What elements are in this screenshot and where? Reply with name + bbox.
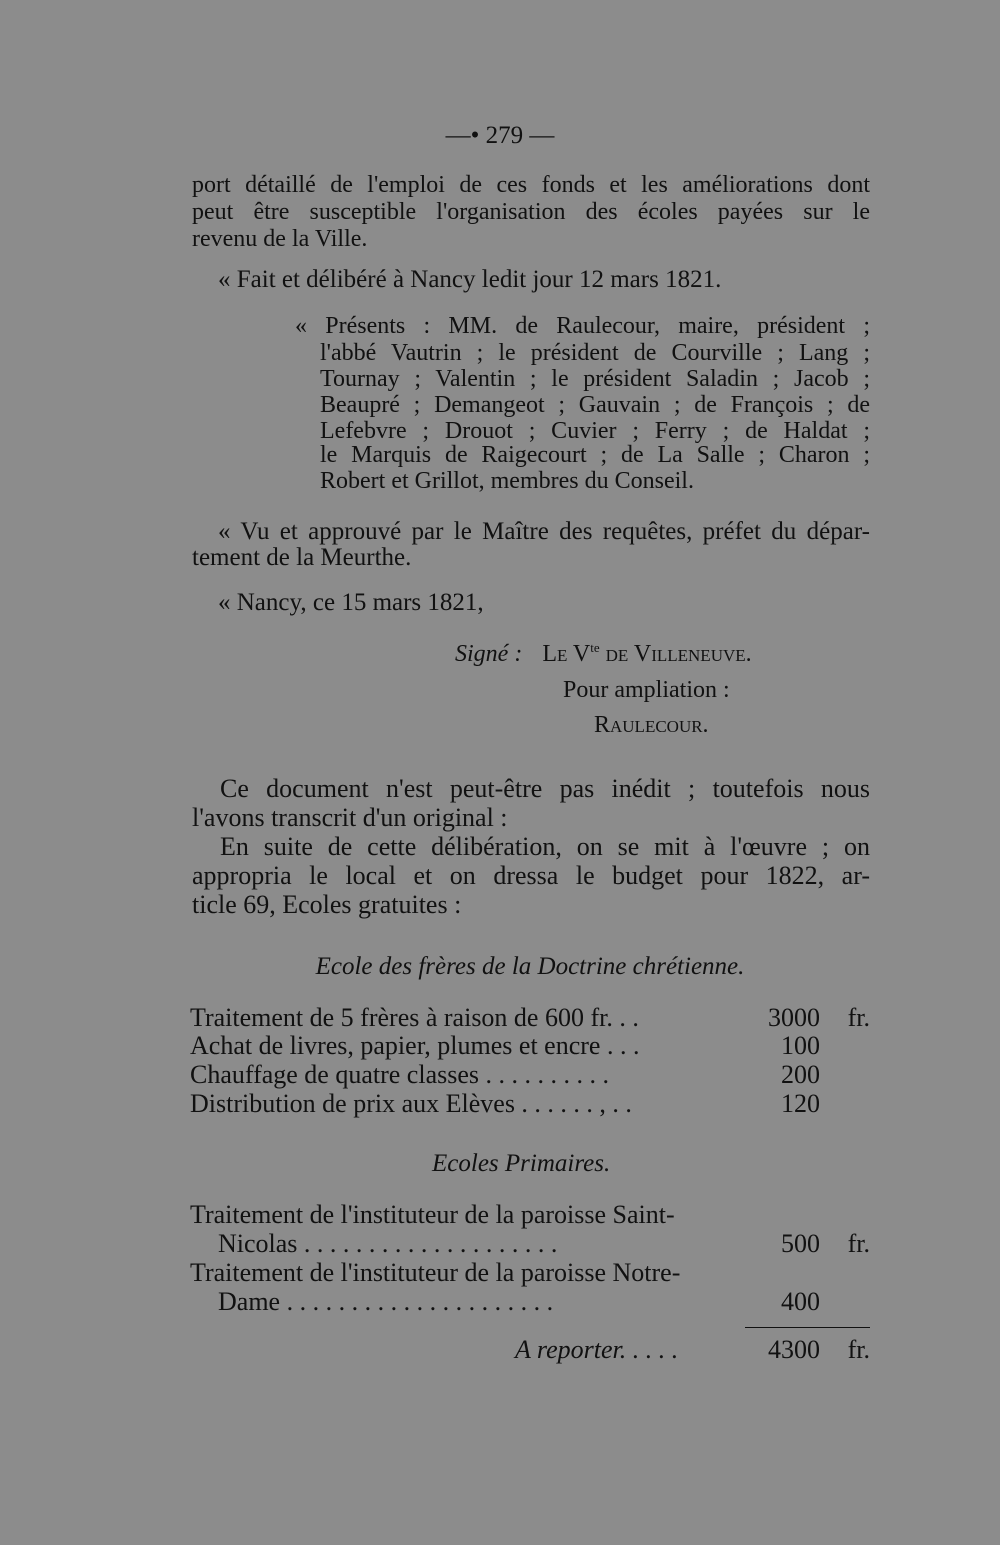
budget-row [190, 1060, 870, 1089]
presents-line-7: Robert et Grillot, membres du Conseil. [320, 468, 694, 494]
budget-row [190, 1229, 870, 1258]
budget-row-amount: 200 [781, 1060, 820, 1089]
budget-row-amount: 3000 [768, 1003, 820, 1032]
commentary-line-4: appropria le local et on dressa le budget pour 1822, ar- [192, 861, 870, 890]
nancy-date-line: « Nancy, ce 15 mars 1821, [218, 589, 484, 616]
raulecour-signature: Raulecour. [594, 712, 709, 738]
presents-line-3: Tournay ; Valentin ; le président Saladin ; Jacob ; [320, 366, 870, 392]
intro-line-2: peut être susceptible l'organisation des écoles payées sur le [192, 199, 870, 225]
signe-label: Signé : [455, 641, 523, 667]
presents-line-4: Beaupré ; Demangeot ; Gauvain ; de François ; de [320, 392, 870, 418]
page-number: —• 279 — [445, 122, 555, 149]
total-unit: fr. [847, 1335, 870, 1364]
commentary-line-3: En suite de cette délibération, on se mit à l'œuvre ; on [220, 832, 870, 861]
budget-row-label: Nicolas . . . . . . . . . . . . . . . . . . . . [218, 1229, 558, 1258]
budget-row-label: Traitement de 5 frères à raison de 600 fr. . . [190, 1003, 639, 1032]
budget-row [190, 1003, 870, 1032]
commentary-line-5: ticle 69, Ecoles gratuites : [192, 890, 462, 919]
budget-row [190, 1089, 870, 1118]
total-row [190, 1335, 870, 1364]
presents-line-6: le Marquis de Raigecourt ; de La Salle ; Charon ; [320, 442, 870, 468]
budget-row-unit: fr. [847, 1003, 870, 1032]
signature-line [455, 640, 752, 668]
budget-row-amount: 400 [781, 1287, 820, 1316]
vu-line-1: « Vu et approuvé par le Maître des requêtes, préfet du dépar- [218, 518, 870, 545]
signer-name-sup: te [590, 640, 600, 655]
budget-row-amount: 120 [781, 1089, 820, 1118]
signer-name-pre: Le V [542, 641, 591, 667]
intro-line-3: revenu de la Ville. [192, 226, 368, 252]
vu-line-2: tement de la Meurthe. [192, 544, 412, 571]
total-label: A reporter. . . . . [515, 1335, 679, 1364]
budget-row [190, 1287, 870, 1316]
budget-row-label-line1: Traitement de l'instituteur de la paroisse Saint- [190, 1200, 675, 1229]
budget-row [190, 1031, 870, 1060]
intro-line-1: port détaillé de l'emploi de ces fonds et les améliorations dont [192, 172, 870, 198]
section-frères-title: Ecole des frères de la Doctrine chrétienne. [315, 953, 745, 980]
total-rule [745, 1327, 870, 1328]
section-primaires-title: Ecoles Primaires. [432, 1150, 611, 1177]
budget-row-label: Chauffage de quatre classes . . . . . . . . . . [190, 1060, 610, 1089]
fait-line: « Fait et délibéré à Nancy ledit jour 12 mars 1821. [218, 266, 722, 293]
commentary-line-2: l'avons transcrit d'un original : [192, 803, 508, 832]
budget-row-label-line1: Traitement de l'instituteur de la paroisse Notre- [190, 1258, 681, 1287]
presents-line-5: Lefebvre ; Drouot ; Cuvier ; Ferry ; de Haldat ; [320, 418, 870, 444]
ampliation-line: Pour ampliation : [563, 677, 730, 703]
budget-row-amount: 100 [781, 1031, 820, 1060]
budget-row-label: Achat de livres, papier, plumes et encre . . . [190, 1031, 640, 1060]
signer-name-post: de Villeneuve. [599, 641, 752, 667]
commentary-line-1: Ce document n'est peut-être pas inédit ; toutefois nous [220, 774, 870, 803]
presents-line-2: l'abbé Vautrin ; le président de Courville ; Lang ; [320, 340, 870, 366]
budget-row-unit: fr. [847, 1229, 870, 1258]
presents-line-1: « Présents : MM. de Raulecour, maire, président ; [295, 313, 870, 339]
budget-row-label: Distribution de prix aux Elèves . . . . . . , . . [190, 1089, 632, 1118]
budget-row-amount: 500 [781, 1229, 820, 1258]
budget-row-label: Dame . . . . . . . . . . . . . . . . . . . . . [218, 1287, 554, 1316]
total-amount: 4300 [768, 1335, 820, 1364]
